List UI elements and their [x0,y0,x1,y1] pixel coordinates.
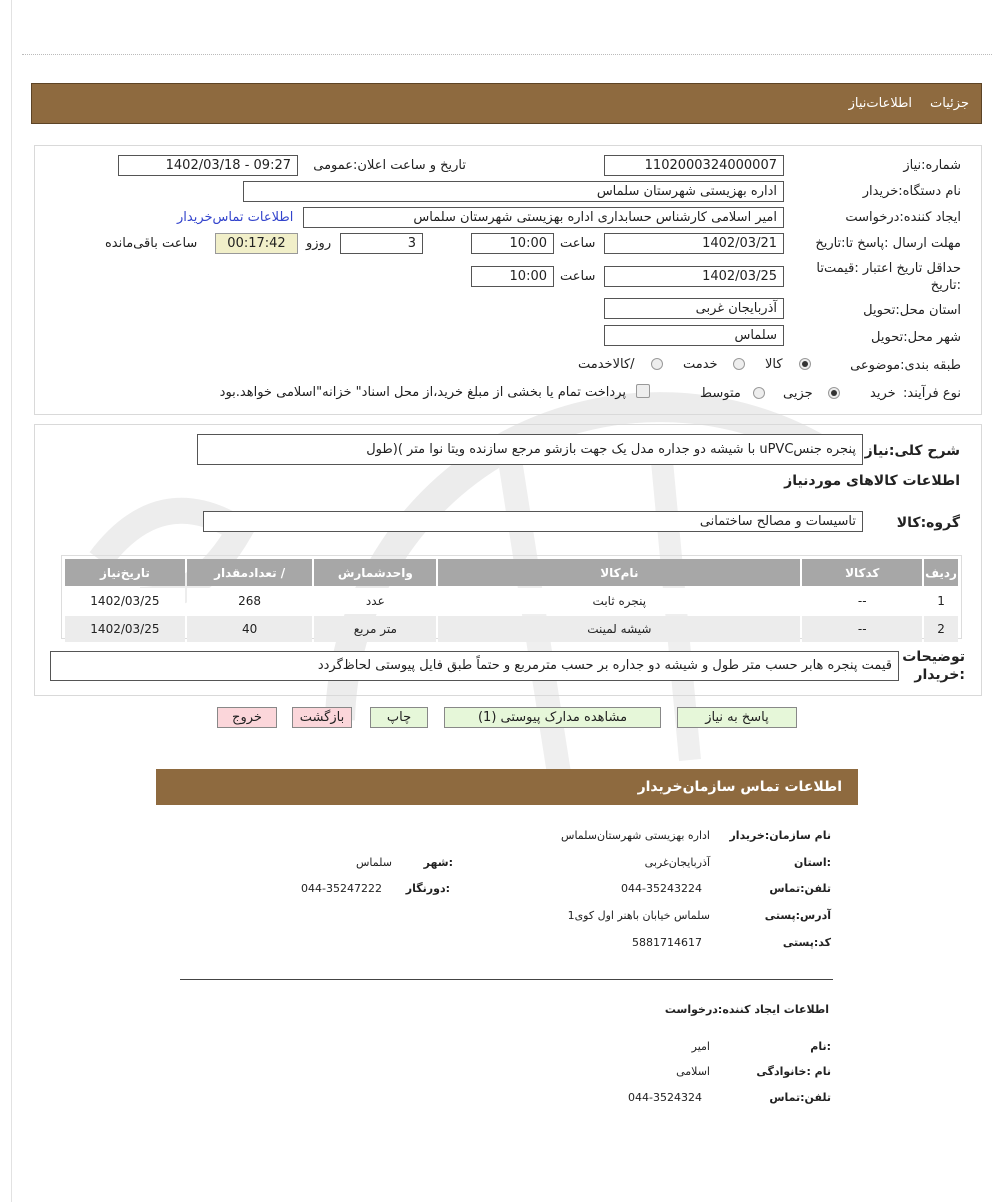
city-field: سلماس [604,325,784,346]
creator-label: ایجاد کننده:درخواست [845,210,961,225]
page-border-line [11,0,12,1202]
buyer-org-field: اداره بهزیستی شهرستان سلماس [243,181,784,202]
category-label: طبقه بندی:موضوعی [850,358,961,373]
process-label: نوع فرآیند: [903,386,961,401]
table-row [65,616,958,642]
items-table [63,557,960,644]
cell-qty: 268 [187,588,313,614]
buyer-org-label: نام دستگاه:خریدار [862,184,961,199]
treasury-payment-checkbox[interactable] [636,384,650,398]
col-name: نام‌کالا [438,559,800,586]
buyer-contact-link[interactable] [177,210,293,225]
reply-button[interactable]: پاسخ به نیاز [677,707,797,728]
creator-phone-label: تلفن:تماس [769,1091,831,1104]
creator-family-value: اسلامی [676,1065,710,1078]
attachments-button[interactable]: مشاهده مدارک پیوستی (1) [444,707,661,728]
validity-hour-label: ساعت [560,269,596,284]
need-number-field: 1102000324000007 [604,155,784,176]
category-both-radio[interactable] [651,358,663,370]
announce-label: تاریخ و ساعت اعلان:عمومی [313,158,466,173]
treasury-payment-note: پرداخت تمام یا بخشی از مبلغ خرید،از محل اسناد" خزانه"اسلامی خواهد.بود [219,385,626,400]
validity-hour-field: 10:00 [471,266,554,287]
breadcrumb-details[interactable]: جزئیات [930,96,969,111]
contact-city-label: :شهر [423,856,453,869]
contact-phone-value: 044-35243224 [621,882,702,895]
creator-section-title: اطلاعات ایجاد کننده:درخواست [664,1003,829,1016]
summary-label: شرح کلی:نیاز [864,443,960,459]
contact-province-label: :استان [794,856,831,869]
validity-date-field: 1402/03/25 [604,266,784,287]
announce-field: 1402/03/18 - 09:27 [118,155,298,176]
deadline-hour-label: ساعت [560,236,596,251]
category-service-radio[interactable] [733,358,745,370]
category-goods-label: کالا [765,357,783,372]
header-bar [31,83,982,124]
cell-row: 1 [924,588,958,614]
process-buy-label: خرید [870,386,896,401]
buyer-contact-link-text[interactable]: اطلاعات تماس‌خریدار [177,210,294,225]
cell-date: 1402/03/25 [65,588,185,614]
validity-label-2: :تاریخ [930,278,961,293]
contact-fax-value: 044-35247222 [301,882,382,895]
creator-name-value: امیر [691,1040,710,1053]
col-qty: / تعدادمقدار [187,559,313,586]
days-field: 3 [340,233,423,254]
cell-code: -- [802,588,922,614]
contact-phone-label: تلفن:تماس [769,882,831,895]
breadcrumb-need-info[interactable]: اطلاعات‌نیاز [848,96,913,111]
contact-address-label: آدرس:پستی [764,909,831,922]
cell-unit: عدد [314,588,436,614]
group-label: گروه:کالا [896,515,960,531]
creator-phone-value: 044-3524324 [628,1091,702,1104]
contact-divider [180,979,833,980]
process-partial-radio[interactable] [828,387,840,399]
creator-name-label: :نام [810,1040,831,1053]
col-unit: واحدشمارش [314,559,436,586]
cell-name: پنجره ثابت [438,588,800,614]
col-code: کدکالا [802,559,922,586]
contact-city-value: سلماس [356,856,392,869]
creator-field: امیر اسلامی کارشناس حسابداری اداره بهزیستی شهرستان سلماس [303,207,784,228]
print-button[interactable]: چاپ [370,707,428,728]
exit-button[interactable]: خروج [217,707,277,728]
buyer-notes-field: قیمت پنجره هابر حسب متر طول و شیشه دو جداره بر حسب مترمربع و حتماً طبق فایل پیوستی لحاظ‌گردد [50,651,899,681]
deadline-label: مهلت ارسال :پاسخ تا:تاریخ [815,236,961,251]
deadline-hour-field: 10:00 [471,233,554,254]
city-label: شهر محل:تحویل [871,330,961,345]
cell-row: 2 [924,616,958,642]
contact-address-value: سلماس خیابان باهنر اول کوی1 [567,909,710,922]
process-medium-radio[interactable] [753,387,765,399]
contact-section-header: اطلاعات تماس سازمان‌خریدار [156,769,858,805]
contact-postal-label: کد:پستی [782,936,831,949]
buyer-notes-label: توضیحات [902,649,965,665]
validity-label: حداقل تاریخ اعتبار :قیمت‌تا [816,261,961,276]
creator-family-label: نام :خانوادگی [756,1065,831,1078]
category-both-label: /کالاخدمت [578,357,635,372]
back-button[interactable]: بازگشت [292,707,352,728]
deadline-date-field: 1402/03/21 [604,233,784,254]
contact-org-label: نام سازمان:خریدار [729,829,831,842]
remaining-label: ساعت باقی‌مانده [105,236,198,251]
cell-unit: متر مربع [314,616,436,642]
buyer-notes-label-2: :خریدار [914,667,965,683]
contact-fax-label: :دورنگار [405,882,450,895]
category-service-label: خدمت [683,357,718,372]
table-row [65,588,958,614]
summary-field: پنجره جنسuPVC با شیشه دو جداره مدل یک جهت بازشو مرجع سازنده ویتا نوا متر )(طول [197,434,863,465]
top-divider [22,54,992,55]
need-number-label: شماره:نیاز [903,158,961,173]
category-goods-radio[interactable] [799,358,811,370]
process-medium-label: متوسط [700,386,741,401]
process-partial-label: جزیی [783,386,813,401]
cell-date: 1402/03/25 [65,616,185,642]
cell-code: -- [802,616,922,642]
cell-name: شیشه لمینت [438,616,800,642]
contact-postal-value: 5881714617 [632,936,702,949]
days-label: روزو [306,236,332,251]
province-field: آذربایجان غربی [604,298,784,319]
remaining-time: 00:17:42 [215,233,298,254]
group-field: تاسیسات و مصالح ساختمانی [203,511,863,532]
province-label: استان محل:تحویل [863,303,961,318]
col-row: ردیف [924,559,958,586]
contact-org-value: اداره بهزیستی شهرستان‌سلماس [561,829,710,842]
contact-province-value: آذربایجان‌غربی [644,856,710,869]
cell-qty: 40 [187,616,313,642]
col-date: تاریخ‌نیاز [65,559,185,586]
goods-info-label: اطلاعات کالاهای موردنیاز [784,473,960,489]
